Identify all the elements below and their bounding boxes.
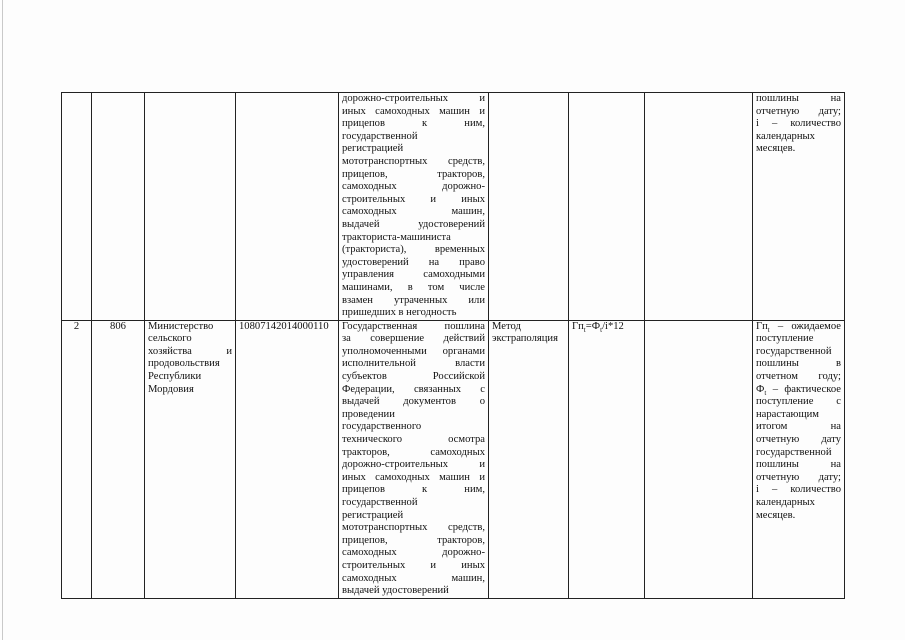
notes-line: месяцев.: [756, 509, 796, 521]
description-line: прицепов, тракторов,: [342, 168, 485, 180]
notes-line: нарастающим: [756, 408, 819, 420]
description-line: за совершение действий: [342, 333, 485, 345]
notes-line: i – количество: [756, 484, 841, 496]
description-line: машинами, в том числе: [342, 281, 485, 293]
description-line: регистрацией: [342, 509, 404, 521]
description-line: уполномоченными органами: [342, 345, 485, 357]
cell-administrator-name: [145, 320, 236, 598]
description-line: удостоверений на право: [342, 256, 485, 268]
administrator-name-line: Мордовия: [148, 383, 194, 395]
notes-line: месяцев.: [756, 143, 796, 155]
cell-row-number: [62, 93, 92, 321]
administrator-name-line: Министерство: [148, 320, 214, 332]
cell-row-number: 2: [62, 320, 92, 598]
notes-line: итогом на: [756, 421, 841, 433]
cell-method: [489, 320, 569, 598]
notes-line: $Ф_t$ – фактическое: [756, 383, 841, 397]
description-line: прицепов к ним,: [342, 484, 485, 496]
cell-formula: [569, 93, 645, 321]
description-line: строительных и иных: [342, 559, 485, 571]
method-line: Метод: [492, 320, 521, 332]
description-line: технического осмотра: [342, 434, 485, 446]
description-line: выдачей удостоверений: [342, 218, 485, 230]
description-line: Федерации, связанных с: [342, 383, 485, 395]
description-line: самоходных дорожно-: [342, 181, 485, 193]
description-line: выдачей удостоверений: [342, 585, 449, 597]
description-line: государственной: [342, 497, 418, 508]
description-line: тракториста-машиниста: [342, 231, 451, 243]
scan-edge-line: [2, 0, 3, 640]
description-line: самоходных машин,: [342, 206, 485, 218]
description-line: (тракториста), временных: [342, 244, 485, 256]
description-line: самоходных дорожно-: [342, 547, 485, 559]
method-line: экстраполяция: [492, 333, 558, 345]
notes-line: отчетную дату;: [756, 471, 841, 483]
description-line: регистрацией: [342, 143, 404, 155]
notes-line: поступление: [756, 333, 814, 345]
description-line: мототранспортных средств,: [342, 155, 485, 167]
cell-method: [489, 93, 569, 321]
administrator-name-line: продовольствия: [148, 358, 220, 370]
notes-line: пошлины на: [756, 93, 841, 104]
notes-line: пошлины в: [756, 358, 841, 370]
administrator-name-line: хозяйства и: [148, 345, 232, 357]
cell-empty: [645, 320, 753, 598]
description-line: мототранспортных средств,: [342, 522, 485, 534]
cell-income-description: [339, 320, 489, 598]
formula-text: $Гп_t=Ф_t/i*12$: [572, 320, 624, 334]
description-line: прицепов к ним,: [342, 118, 485, 130]
notes-line: государственной: [756, 446, 832, 458]
cell-formula: [569, 320, 645, 598]
description-line: иных самоходных машин и: [342, 471, 485, 483]
cell-notes: [753, 320, 845, 598]
description-line: тракторов, самоходных: [342, 446, 485, 458]
description-line: иных самоходных машин и: [342, 105, 485, 117]
cell-kbk: [236, 93, 339, 321]
notes-line: отчетном году;: [756, 371, 841, 383]
administrator-name-line: Республики: [148, 371, 202, 383]
description-line: проведении: [342, 408, 395, 420]
forecast-table: [61, 92, 845, 599]
notes-line: государственной: [756, 345, 832, 357]
description-line: выдачей документов о: [342, 396, 485, 408]
notes-line: пошлины на: [756, 459, 841, 471]
administrator-name-line: сельского: [148, 333, 192, 345]
cell-kbk: 10807142014000110: [236, 320, 339, 598]
cell-income-description: [339, 93, 489, 321]
description-line: взамен утраченных или: [342, 294, 485, 306]
notes-line: отчетную дату;: [756, 105, 841, 117]
notes-line: календарных: [756, 497, 815, 508]
notes-line: отчетную дату: [756, 434, 841, 446]
description-line: строительных и иных: [342, 193, 485, 205]
description-line: дорожно-строительных и: [342, 459, 485, 471]
notes-line: поступление с: [756, 396, 841, 408]
notes-line: i – количество: [756, 118, 841, 130]
description-line: государственного: [342, 421, 422, 433]
description-line: управления самоходными: [342, 269, 485, 281]
notes-line: календарных: [756, 130, 815, 142]
cell-admin-code: 806: [92, 320, 145, 598]
description-line: Государственная пошлина: [342, 320, 485, 332]
description-line: субъектов Российской: [342, 371, 485, 383]
table-row-continuation: [62, 93, 845, 321]
description-line: исполнительной власти: [342, 358, 485, 370]
description-line: дорожно-строительных и: [342, 93, 485, 104]
description-line: пришедших в негодность: [342, 307, 457, 319]
table-row: [62, 320, 845, 598]
description-line: самоходных машин,: [342, 572, 485, 584]
cell-admin-code: [92, 93, 145, 321]
cell-notes: [753, 93, 845, 321]
notes-line: $Гп_t$ – ожидаемое: [756, 320, 841, 334]
description-line: государственной: [342, 130, 418, 142]
cell-administrator-name: [145, 93, 236, 321]
cell-empty: [645, 93, 753, 321]
description-line: прицепов, тракторов,: [342, 534, 485, 546]
